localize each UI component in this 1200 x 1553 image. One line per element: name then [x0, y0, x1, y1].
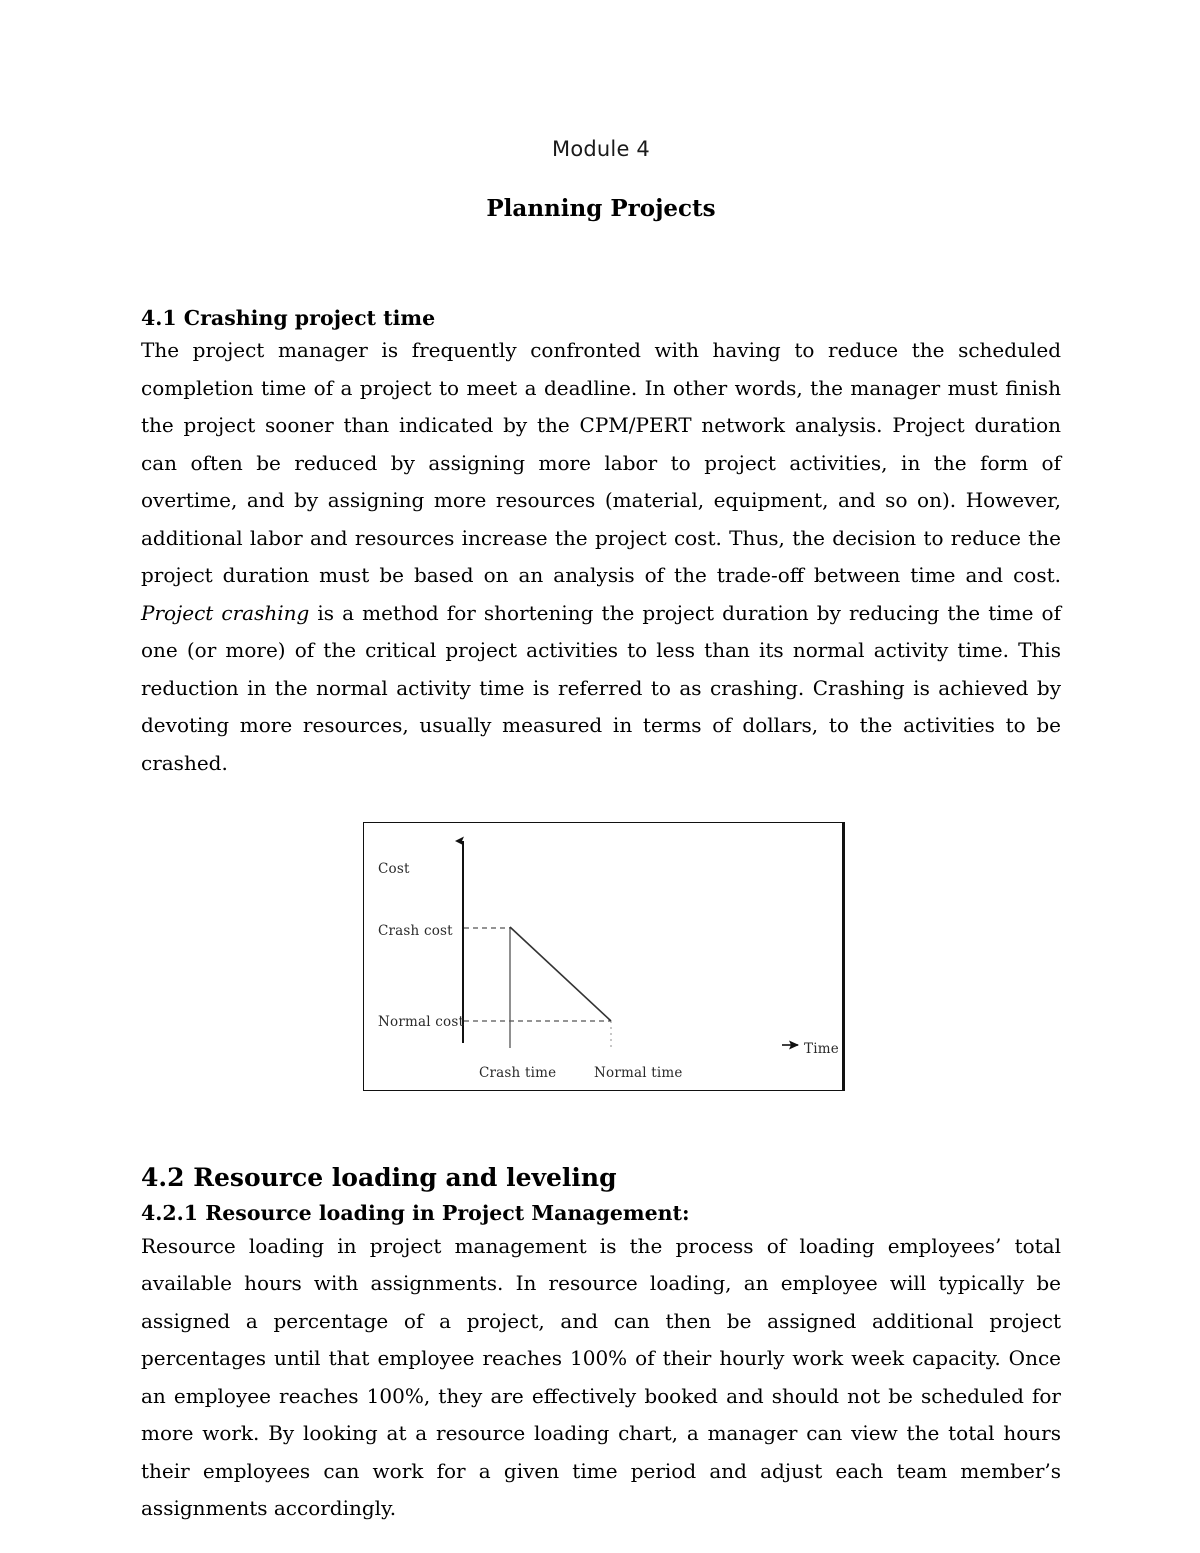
figure-border-box — [363, 822, 845, 1091]
chart-ytick-crash-cost: Crash cost — [378, 923, 453, 940]
chart-xtick-crash-time: Crash time — [479, 1065, 557, 1082]
chart-ylabel-cost: Cost — [378, 861, 410, 878]
figure-gap-bottom — [141, 1098, 1061, 1162]
time-cost-tradeoff-line — [510, 927, 611, 1021]
paragraph-4-1-emphasis: Project crashing — [141, 600, 310, 625]
page-content — [141, 0, 1061, 1528]
chart-ytick-normal-cost: Normal cost — [378, 1014, 465, 1031]
heading-4-2-1: 4.2.1 Resource loading in Project Management: — [141, 1200, 690, 1225]
heading-4-2: 4.2 Resource loading and leveling — [141, 1163, 617, 1193]
chart-xtick-normal-time: Normal time — [594, 1065, 683, 1082]
figure-gap-top — [141, 782, 1061, 808]
module-title: Module 4 — [552, 137, 650, 161]
heading-4-1: 4.1 Crashing project time — [141, 305, 436, 330]
paragraph-4-1-part2: is a method for shortening the project duration by reducing the time of one (or more) of the critical project activities to less than its normal activity time. This reduction in the normal activity time is referred to as crashing. Crashing is achieved by devoting more resources, usually measured in terms of dollars, to the activities to be crashed. — [141, 600, 1061, 775]
paragraph-4-1 — [141, 332, 1061, 782]
chart-xlabel-time: Time — [804, 1041, 839, 1058]
time-cost-chart-svg — [364, 823, 843, 1089]
title-gap — [141, 223, 1061, 305]
paragraph-4-2-1: Resource loading in project management is the process of loading employees’ total available hours with assignments. In resource loading, an employee will typically be assigned a percentage of a project, and can then be assigned additional project percentages until that employee reaches 100% of their hourly work week capacity. Once an employee reaches 100%, they are effectively booked and should not be scheduled for more work. By looking at a resource loading chart, a manager can view the total hours their employees can work for a given time period and adjust each team member’s assignments accordingly. — [141, 1233, 1061, 1521]
paragraph-4-1-part1: The project manager is frequently confronted with having to reduce the scheduled completion time of a project to meet a deadline. In other words, the manager must finish the project sooner than indicated by the CPM/PERT network analysis. Project duration can often be reduced by assigning more labor to project activities, in the form of overtime, and by assigning more resources (material, equipment, and so on). However, additional labor and resources increase the project cost. Thus, the decision to reduce the project duration must be based on an analysis of the trade-off between time and cost. — [141, 338, 1061, 588]
page-title: Planning Projects — [486, 195, 716, 223]
figure-time-cost-tradeoff — [141, 808, 1061, 1098]
